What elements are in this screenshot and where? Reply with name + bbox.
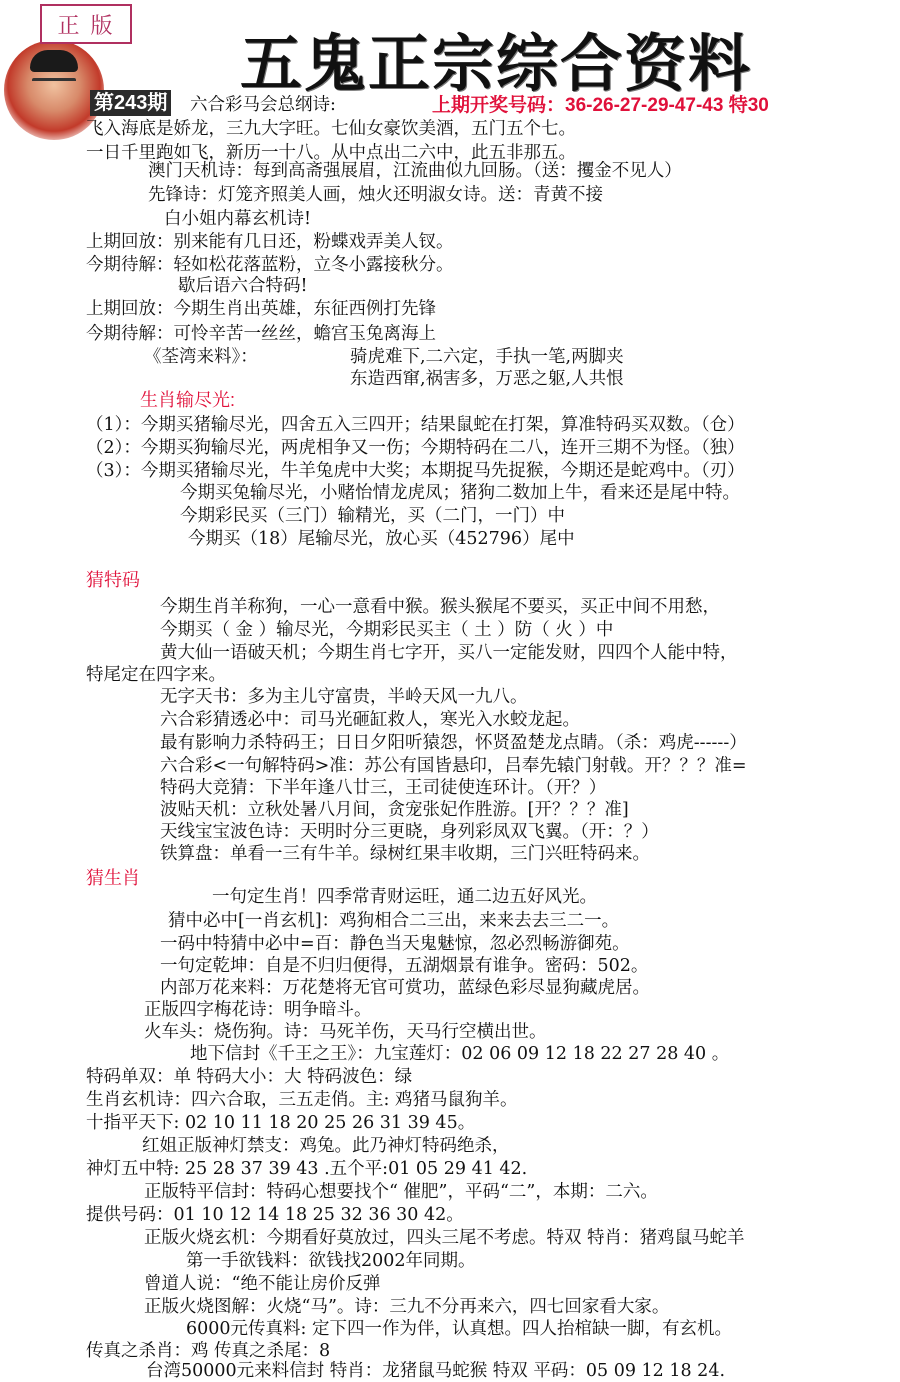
text-line: 第一手欲钱料：欲钱找2002年同期。 bbox=[186, 1251, 476, 1271]
text-line: 正版特平信封：特码心想要找个“ 催肥”，平码“二”，本期：二六。 bbox=[144, 1182, 658, 1202]
text-line: 正版火烧玄机：今期看好莫放过，四头三尾不考虑。特双 特肖：猪鸡鼠马蛇羊 bbox=[144, 1228, 745, 1248]
poem-line: 飞入海底是娇龙，三九大字旺。七仙女豪饮美酒，五门五个七。 bbox=[86, 119, 576, 139]
text-line: 上期回放：别来能有几日还，粉蝶戏弄美人钗。 bbox=[86, 232, 454, 252]
last-draw-numbers: 上期开奖号码：36-26-27-29-47-43 特30 bbox=[432, 95, 769, 116]
poem-line: 一日千里跑如飞，新历一十八。从中点出二六中，此五非那五。 bbox=[86, 143, 576, 163]
text-line: 今期生肖羊称狗，一心一意看中猴。猴头猴尾不要买，买正中间不用愁， bbox=[160, 597, 720, 617]
text-line: 上期回放：今期生肖出英雄，东征西例打先锋 bbox=[86, 299, 436, 319]
text-line: 正版火烧图解：火烧“马”。诗：三九不分再来六，四七回家看大家。 bbox=[144, 1297, 670, 1317]
text-line: 神灯五中特: 25 28 37 39 43 .五个平:01 05 29 41 42. bbox=[86, 1159, 528, 1179]
text-line: 地下信封《千王之王》：九宝莲灯：02 06 09 12 18 22 27 28 40 。 bbox=[190, 1044, 730, 1064]
text-line: 今期待解：轻如松花落蓝粉，立冬小露接秋分。 bbox=[86, 255, 454, 275]
text-line: 红姐正版神灯禁支：鸡兔。此乃神灯特码绝杀， bbox=[142, 1136, 510, 1156]
text-line: 传真之杀肖：鸡 传真之杀尾：8 bbox=[86, 1341, 331, 1361]
text-line: 提供号码：01 10 12 14 18 25 32 36 30 42。 bbox=[86, 1205, 464, 1225]
text-line: 今期待解：可怜辛苦一丝丝，蟾宫玉兔离海上 bbox=[86, 324, 436, 344]
text-line: 今期彩民买（三门）输精光，买（二门，一门）中 bbox=[180, 506, 565, 526]
portrait-glasses bbox=[32, 78, 76, 89]
text-line: 今期买（ 金 ）输尽光，今期彩民买主（ 土 ）防（ 火 ）中 bbox=[160, 620, 614, 640]
text-line: 特码单双：单 特码大小：大 特码波色：绿 bbox=[86, 1067, 413, 1087]
text-line: 先锋诗：灯笼齐照美人画，烛火还明淑女诗。送：青黄不接 bbox=[148, 185, 603, 205]
portrait-hair bbox=[30, 50, 78, 72]
text-line: 今期买兔输尽光，小赌怡情龙虎凤；猪狗二数加上牛，看来还是尾中特。 bbox=[180, 483, 740, 503]
text-line: 骑虎难下,二六定，手执一笔,两脚夹 bbox=[350, 347, 624, 367]
text-line: 6000元传真料: 定下四一作为伴，认真想。四人抬棺缺一脚，有玄机。 bbox=[186, 1319, 732, 1339]
text-line: 天线宝宝波色诗：天明时分三更晓，身列彩凤双飞翼。（开：？） bbox=[160, 822, 659, 842]
text-line: （3）：今期买猪输尽光，牛羊兔虎中大奖；本期捉马先捉猴，今期还是蛇鸡中。（刃） bbox=[86, 461, 745, 481]
text-line: 铁算盘：单看一三有牛羊。绿树红果丰收期，三门兴旺特码来。 bbox=[160, 844, 650, 864]
text-line: 最有影响力杀特码王；日日夕阳听猿怨，怀贤盈楚龙点睛。（杀：鸡虎------） bbox=[160, 733, 747, 753]
section-heading-zodiac-lose: 生肖输尽光: bbox=[140, 390, 236, 410]
text-line: 一码中特猜中必中=百：静色当天鬼魅惊，忽必烈畅游御苑。 bbox=[160, 934, 630, 954]
text-line: 猜中必中[一肖玄机]：鸡狗相合二三出，来来去去三二一。 bbox=[168, 911, 620, 931]
text-line: 六合彩<一句解特码>准：苏公有国皆悬印，吕奉先辕门射戟。开？？？准= bbox=[160, 756, 747, 776]
text-line: 《荃湾来料》： bbox=[144, 347, 258, 367]
authentic-stamp: 正 版 bbox=[40, 4, 132, 44]
text-line: （2）：今期买狗输尽光，两虎相争又一伤；今期特码在二八，连开三期不为怪。（独） bbox=[86, 438, 745, 458]
intro-heading: 六合彩马会总纲诗: bbox=[190, 95, 336, 115]
text-line: 生肖玄机诗：四六合取，三五走俏。主: 鸡猪马鼠狗羊。 bbox=[86, 1090, 518, 1110]
text-line: 正版四字梅花诗：明争暗斗。 bbox=[144, 1000, 372, 1020]
text-line: 波贴天机：立秋处暑八月间，贪宠张妃作胜游。[开？？？准] bbox=[160, 800, 629, 820]
page-title: 五鬼正宗综合资料 bbox=[240, 27, 753, 100]
text-line: 特码大竞猜：下半年逢八廿三，王司徒使连环计。（开？） bbox=[160, 778, 607, 798]
text-line: 内部万花来料：万花楚将无官可赏功，蓝绿色彩尽显狗藏虎居。 bbox=[160, 978, 650, 998]
text-line: 火车头：烧伤狗。诗：马死羊伤，天马行空横出世。 bbox=[144, 1022, 547, 1042]
text-line: 一句定生肖！四季常青财运旺，通二边五好风光。 bbox=[212, 887, 597, 907]
text-line: 六合彩猜透必中：司马光砸缸救人，寒光入水蛟龙起。 bbox=[160, 710, 580, 730]
text-line: 特尾定在四字来。 bbox=[86, 665, 226, 685]
text-line: 澳门天机诗：每到高斋强展眉，江流曲似九回肠。（送：攫金不见人） bbox=[148, 161, 682, 181]
text-line: 曾道人说：“绝不能让房价反弹 bbox=[144, 1274, 381, 1294]
text-line: 今期买（18）尾输尽光，放心买（452796）尾中 bbox=[188, 529, 575, 549]
text-line: （1）：今期买猪输尽光，四舍五入三四开；结果鼠蛇在打架，算准特码买双数。（仓） bbox=[86, 415, 745, 435]
text-line: 歇后语六合特码! bbox=[178, 276, 308, 296]
text-line: 一句定乾坤：自是不归归便得，五湖烟景有谁争。密码：502。 bbox=[160, 956, 649, 976]
text-line: 十指平天下: 02 10 11 18 20 25 26 31 39 45。 bbox=[86, 1113, 476, 1133]
text-line: 东造西窜,祸害多，万恶之躯,人共恨 bbox=[350, 369, 624, 389]
text-line: 黄大仙一语破天机；今期生肖七字开，买八一定能发财，四四个人能中特， bbox=[160, 643, 738, 663]
issue-badge: 第243期 bbox=[90, 90, 171, 116]
section-heading-guess-zodiac: 猜生肖 bbox=[86, 868, 140, 888]
section-heading-guess-special: 猜特码 bbox=[86, 570, 140, 590]
text-line: 无字天书：多为主儿守富贵，半岭天风一九八。 bbox=[160, 687, 528, 707]
text-line: 台湾50000元来料信封 特肖：龙猪鼠马蛇猴 特双 平码：05 09 12 18 24. bbox=[146, 1361, 726, 1381]
text-line: 白小姐内幕玄机诗! bbox=[164, 209, 312, 229]
